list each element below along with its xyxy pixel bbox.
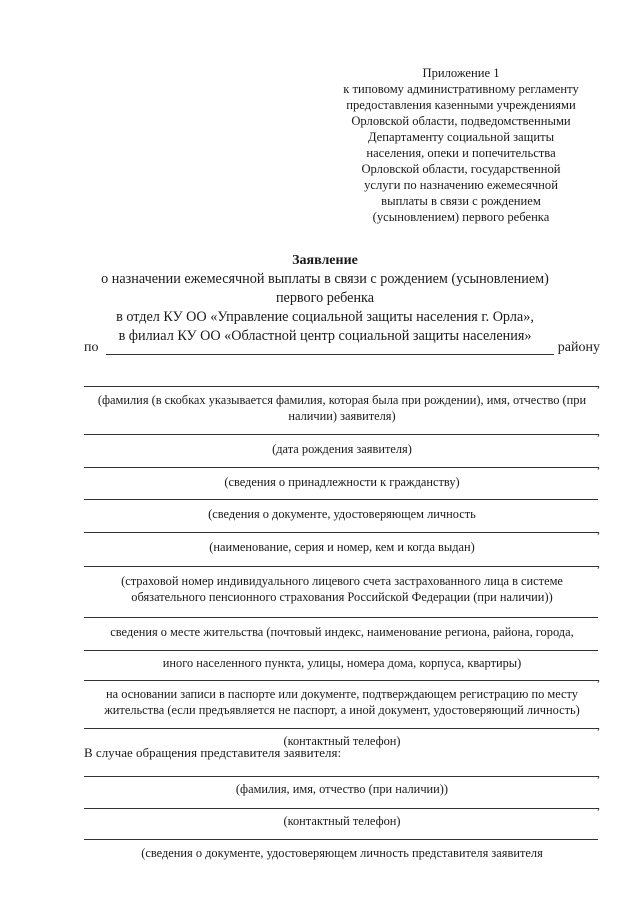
- phone-caption: (контактный телефон): [283, 734, 401, 748]
- appendix-line: Департаменту социальной защиты: [367, 130, 555, 144]
- snils-caption: (страховой номер индивидуального лицевого счета застрахованного лица в системе: [121, 574, 563, 588]
- citizenship-caption: (сведения о принадлежности к гражданству): [224, 475, 460, 489]
- rep-fio-caption: (фамилия, имя, отчество (при наличии)): [235, 782, 449, 796]
- snils-field[interactable]: [84, 566, 598, 567]
- fio-caption: наличии) заявителя): [288, 409, 396, 423]
- rayon-label: району: [557, 340, 600, 355]
- document-details-caption: (наименование, серия и номер, кем и когда выдан): [209, 540, 475, 554]
- district-field[interactable]: [106, 354, 554, 355]
- rep-phone-field[interactable]: [84, 808, 598, 809]
- appendix-line: населения, опеки и попечительства: [366, 146, 556, 160]
- header-line: в отдел КУ ОО «Управление социальной защиты населения г. Орла»,: [116, 309, 534, 325]
- document-details-field[interactable]: [84, 532, 598, 533]
- phone-field[interactable]: [84, 728, 598, 729]
- rep-fio-field[interactable]: [84, 776, 598, 777]
- appendix-line: Орловской области, подведомственными: [351, 114, 571, 128]
- citizenship-field[interactable]: [84, 467, 598, 468]
- appendix-line: предоставления казенными учреждениями: [346, 98, 576, 112]
- residence-field[interactable]: [84, 617, 598, 618]
- basis-caption: жительства (если предъявляется не паспорт, а иной документ, удостоверяющий личность): [104, 703, 580, 717]
- appendix-line: услуги по назначению ежемесячной: [364, 178, 558, 192]
- document-header: [60, 252, 590, 346]
- appendix-line: Орловской области, государственной: [361, 162, 561, 176]
- comma: ,: [597, 376, 600, 390]
- birth-date-field[interactable]: [84, 434, 598, 435]
- header-line: о назначении ежемесячной выплаты в связи с рождением (усыновлением): [101, 271, 549, 287]
- rep-document-caption: (сведения о документе, удостоверяющем личность представителя заявителя: [141, 846, 543, 860]
- appendix-line: к типовому административному регламенту: [343, 82, 579, 96]
- comma: ,: [597, 522, 600, 536]
- registration-field[interactable]: [84, 680, 598, 681]
- document-title: Заявление: [292, 253, 358, 268]
- residence-field-2[interactable]: [84, 650, 598, 651]
- header-line: первого ребенка: [275, 290, 375, 306]
- comma: ,: [597, 424, 600, 438]
- header-line: в филиал КУ ОО «Областной центр социальной защиты населения»: [118, 328, 532, 344]
- birth-date-caption: (дата рождения заявителя): [272, 442, 412, 456]
- comma: ,: [597, 670, 600, 684]
- rep-document-field[interactable]: [84, 839, 598, 840]
- comma: ,: [597, 718, 600, 732]
- comma: ,: [597, 457, 600, 471]
- appendix-line: выплаты в связи с рождением: [381, 194, 541, 208]
- id-document-field[interactable]: [84, 499, 598, 500]
- basis-caption: на основании записи в паспорте или документе, подтверждающем регистрацию по месту: [106, 687, 578, 701]
- appendix-block: [330, 65, 592, 225]
- comma: ,: [597, 766, 600, 780]
- appendix-line: Приложение 1: [422, 66, 500, 80]
- residence-caption: иного населенного пункта, улицы, номера дома, корпуса, квартиры): [162, 656, 522, 670]
- comma: ,: [597, 798, 600, 812]
- appendix-line: (усыновлением) первого ребенка: [372, 210, 550, 224]
- rep-phone-caption: (контактный телефон): [283, 814, 401, 828]
- comma: ,: [597, 556, 600, 570]
- residence-caption: сведения о месте жительства (почтовый индекс, наименование региона, района, города,: [110, 625, 574, 639]
- id-document-caption: (сведения о документе, удостоверяющем личность: [208, 507, 476, 521]
- representative-intro: В случае обращения представителя заявителя:: [84, 745, 342, 760]
- po-label: по: [84, 340, 99, 355]
- district-row: [84, 340, 600, 358]
- fio-caption: (фамилия (в скобках указывается фамилия, которая была при рождении), имя, отчество (при: [97, 393, 587, 407]
- snils-caption: обязательного пенсионного страхования Российской Федерации (при наличии)): [131, 590, 553, 604]
- fio-field[interactable]: [84, 386, 598, 387]
